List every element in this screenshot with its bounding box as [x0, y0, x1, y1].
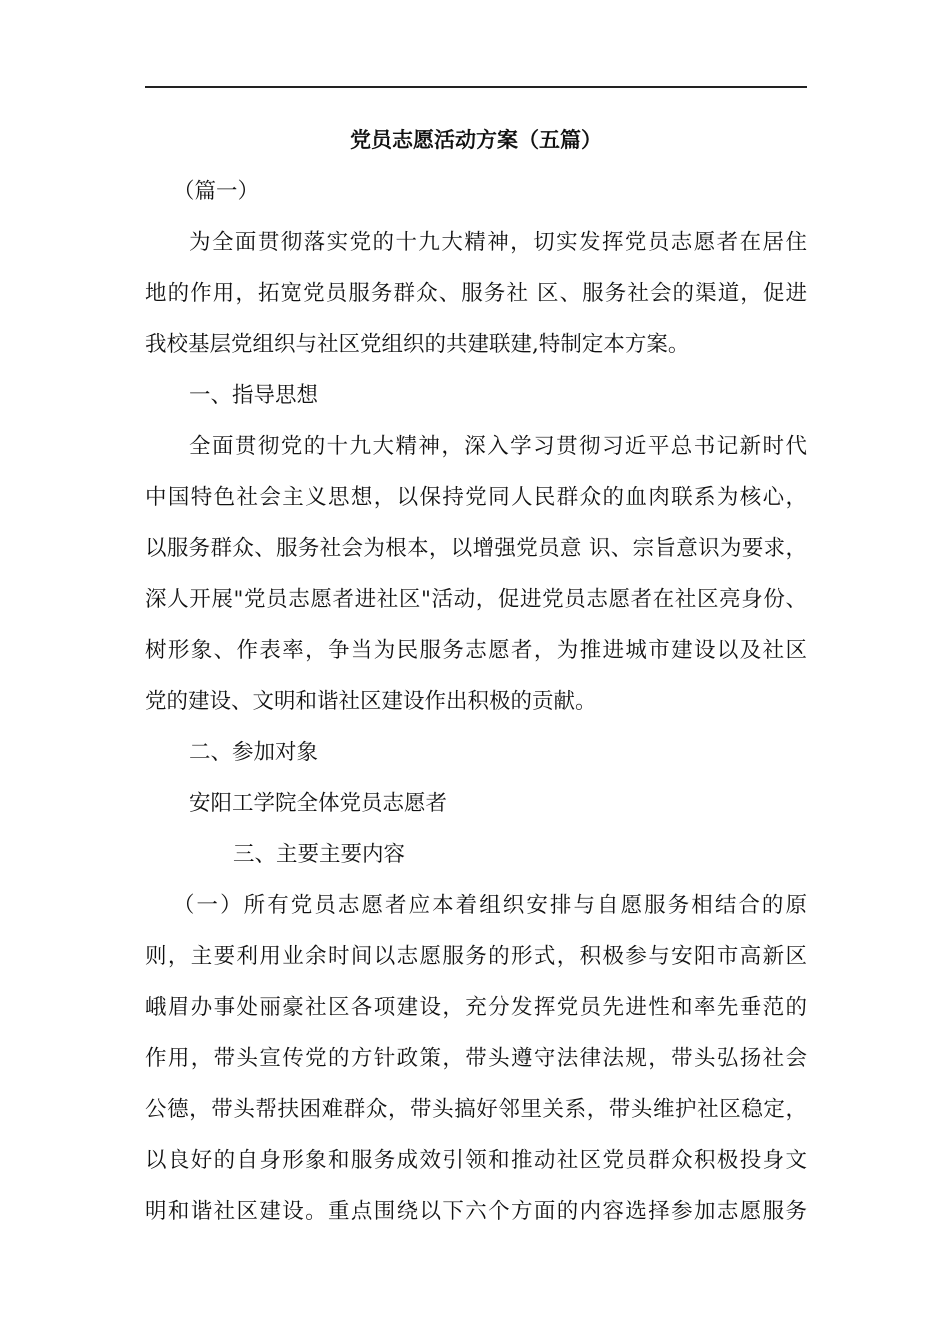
- section-label-part-one: （篇一）: [173, 179, 260, 204]
- paragraph-line: （一）所有党员志愿者应本着组织安排与自愿服务相结合的原: [173, 893, 807, 918]
- paragraph-line: 则，主要利用业余时间以志愿服务的形式，积极参与安阳市高新区: [145, 944, 807, 969]
- paragraph-line: 峨眉办事处丽豪社区各项建设，充分发挥党员先进性和率先垂范的: [145, 995, 807, 1020]
- heading-guiding-thought: 一、指导思想: [189, 383, 319, 408]
- paragraph-line: 党的建设、文明和谐社区建设作出积极的贡献。: [145, 689, 597, 714]
- heading-participants: 二、参加对象: [189, 740, 319, 765]
- paragraph-line: 深人开展"党员志愿者进社区"活动，促进党员志愿者在社区亮身份、: [145, 587, 807, 612]
- header-rule: [145, 86, 807, 88]
- paragraph-line: 为全面贯彻落实党的十九大精神，切实发挥党员志愿者在居住: [189, 230, 807, 255]
- paragraph-line: 中国特色社会主义思想，以保持党同人民群众的血肉联系为核心，: [145, 485, 807, 510]
- paragraph-line: 全面贯彻党的十九大精神，深入学习贯彻习近平总书记新时代: [189, 434, 807, 459]
- paragraph-line: 作用，带头宣传党的方针政策，带头遵守法律法规，带头弘扬社会: [145, 1046, 807, 1071]
- paragraph-line: 安阳工学院全体党员志愿者: [189, 791, 448, 816]
- heading-main-content: 三、主要主要内容: [233, 842, 406, 867]
- paragraph-line: 明和谐社区建设。重点围绕以下六个方面的内容选择参加志愿服务: [145, 1199, 807, 1224]
- paragraph-line: 地的作用，拓宽党员服务群众、服务社 区、服务社会的渠道，促进: [145, 281, 807, 306]
- document-title: 党员志愿活动方案（五篇）: [350, 127, 602, 152]
- paragraph-line: 树形象、作表率，争当为民服务志愿者，为推进城市建设以及社区: [145, 638, 807, 663]
- paragraph-line: 以良好的自身形象和服务成效引领和推动社区党员群众积极投身文: [145, 1148, 807, 1173]
- paragraph-line: 以服务群众、服务社会为根本，以增强党员意 识、宗旨意识为要求，: [145, 536, 807, 561]
- paragraph-line: 我校基层党组织与社区党组织的共建联建,特制定本方案。: [145, 332, 690, 357]
- paragraph-line: 公德，带头帮扶困难群众，带头搞好邻里关系，带头维护社区稳定，: [145, 1097, 807, 1122]
